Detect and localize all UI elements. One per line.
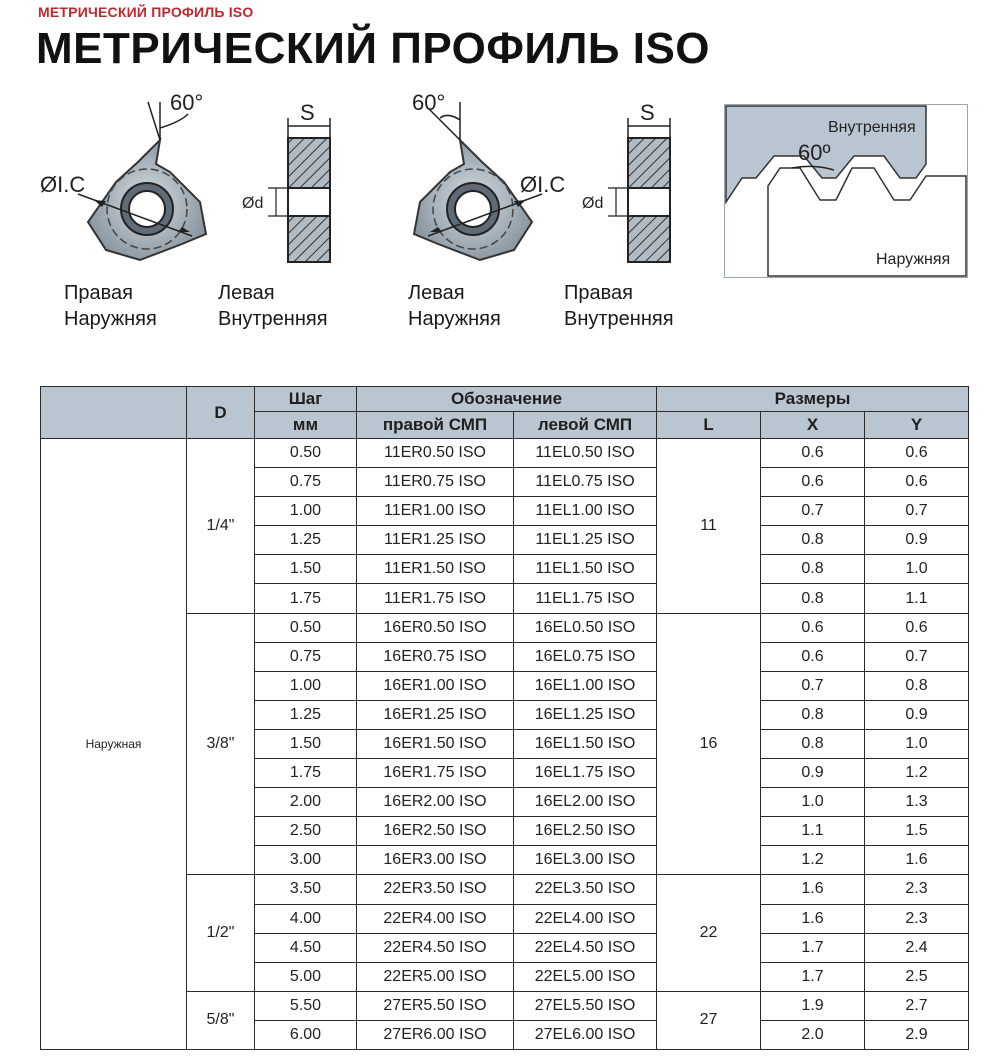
l-cell: 27: [657, 991, 761, 1049]
left-designation-cell: 11EL1.00 ISO: [514, 497, 657, 526]
left-designation-cell: 11EL0.75 ISO: [514, 468, 657, 497]
x-cell: 0.7: [761, 497, 865, 526]
thread-profile-drawing: [724, 104, 968, 278]
internal-thread-label: Внутренняя: [828, 119, 916, 136]
y-cell: 0.7: [865, 642, 969, 671]
pitch-cell: 3.00: [255, 846, 357, 875]
caption-2: [218, 280, 328, 332]
header-pitch-unit: мм: [255, 412, 357, 439]
x-cell: 1.9: [761, 991, 865, 1020]
y-cell: 2.4: [865, 933, 969, 962]
insert-left-external-drawing: [390, 82, 590, 282]
left-designation-cell: 22EL4.00 ISO: [514, 904, 657, 933]
right-designation-cell: 16ER2.50 ISO: [357, 817, 514, 846]
y-cell: 0.6: [865, 439, 969, 468]
x-cell: 0.6: [761, 468, 865, 497]
specification-table: [40, 386, 969, 1050]
insert-right-external-drawing: [30, 82, 230, 282]
left-designation-cell: 11EL1.25 ISO: [514, 526, 657, 555]
x-cell: 1.2: [761, 846, 865, 875]
d-cell: 3/8": [187, 613, 255, 875]
right-designation-cell: 16ER1.50 ISO: [357, 729, 514, 758]
caption-4: [564, 280, 674, 332]
header-type: [41, 387, 187, 439]
x-cell: 0.8: [761, 526, 865, 555]
pitch-cell: 0.50: [255, 439, 357, 468]
y-cell: 0.6: [865, 468, 969, 497]
caption-3-line1: Левая: [408, 282, 465, 304]
left-designation-cell: 22EL5.00 ISO: [514, 962, 657, 991]
y-cell: 0.7: [865, 497, 969, 526]
pitch-cell: 1.50: [255, 555, 357, 584]
right-designation-cell: 16ER1.00 ISO: [357, 671, 514, 700]
y-cell: 1.0: [865, 555, 969, 584]
d-cell: 5/8": [187, 991, 255, 1049]
x-cell: 1.6: [761, 904, 865, 933]
x-cell: 0.6: [761, 439, 865, 468]
d-label: Ød: [582, 195, 604, 212]
ic-label: ØI.C: [40, 172, 86, 197]
left-designation-cell: 16EL1.75 ISO: [514, 759, 657, 788]
left-designation-cell: 16EL1.50 ISO: [514, 729, 657, 758]
right-designation-cell: 11ER1.75 ISO: [357, 584, 514, 613]
x-cell: 1.7: [761, 933, 865, 962]
pitch-cell: 0.50: [255, 613, 357, 642]
caption-1: [64, 280, 157, 332]
left-designation-cell: 16EL0.50 ISO: [514, 613, 657, 642]
caption-2-line2: Внутренняя: [218, 308, 328, 330]
y-cell: 1.0: [865, 729, 969, 758]
right-designation-cell: 27ER5.50 ISO: [357, 991, 514, 1020]
right-designation-cell: 22ER4.00 ISO: [357, 904, 514, 933]
table-header: [41, 387, 969, 439]
pitch-cell: 1.75: [255, 759, 357, 788]
x-cell: 1.1: [761, 817, 865, 846]
caption-4-line1: Правая: [564, 282, 633, 304]
pitch-cell: 1.75: [255, 584, 357, 613]
angle-label: 60°: [412, 90, 446, 115]
left-designation-cell: 11EL0.50 ISO: [514, 439, 657, 468]
x-cell: 1.7: [761, 962, 865, 991]
l-cell: 22: [657, 875, 761, 991]
left-designation-cell: 27EL5.50 ISO: [514, 991, 657, 1020]
left-designation-cell: 16EL1.25 ISO: [514, 700, 657, 729]
right-designation-cell: 11ER1.00 ISO: [357, 497, 514, 526]
x-cell: 0.8: [761, 555, 865, 584]
y-cell: 2.9: [865, 1020, 969, 1049]
type-cell: Наружная: [41, 439, 187, 1050]
left-designation-cell: 27EL6.00 ISO: [514, 1020, 657, 1049]
header-l: L: [657, 412, 761, 439]
pitch-cell: 0.75: [255, 468, 357, 497]
caption-3: [408, 280, 501, 332]
pitch-cell: 2.00: [255, 788, 357, 817]
y-cell: 0.9: [865, 700, 969, 729]
header-pitch: Шаг: [255, 387, 357, 412]
left-designation-cell: 11EL1.75 ISO: [514, 584, 657, 613]
y-cell: 1.1: [865, 584, 969, 613]
pitch-cell: 1.25: [255, 700, 357, 729]
right-designation-cell: 27ER6.00 ISO: [357, 1020, 514, 1049]
pitch-cell: 1.00: [255, 671, 357, 700]
y-cell: 0.9: [865, 526, 969, 555]
pitch-cell: 6.00: [255, 1020, 357, 1049]
page-title: МЕТРИЧЕСКИЙ ПРОФИЛЬ ISO: [36, 24, 711, 73]
caption-2-line1: Левая: [218, 282, 275, 304]
y-cell: 0.6: [865, 613, 969, 642]
right-designation-cell: 16ER0.50 ISO: [357, 613, 514, 642]
pitch-cell: 2.50: [255, 817, 357, 846]
d-cell: 1/4": [187, 439, 255, 614]
header-d: D: [187, 387, 255, 439]
x-cell: 0.8: [761, 700, 865, 729]
external-thread-label: Наружняя: [876, 251, 951, 268]
left-designation-cell: 16EL0.75 ISO: [514, 642, 657, 671]
insert-side-view-drawing-2: [580, 100, 690, 270]
s-label: S: [640, 100, 655, 125]
pitch-cell: 1.25: [255, 526, 357, 555]
header-designation: Обозначение: [357, 387, 657, 412]
y-cell: 1.3: [865, 788, 969, 817]
y-cell: 2.3: [865, 875, 969, 904]
header-x: X: [761, 412, 865, 439]
caption-1-line2: Наружняя: [64, 308, 157, 330]
x-cell: 1.6: [761, 875, 865, 904]
right-designation-cell: 11ER0.75 ISO: [357, 468, 514, 497]
top-tag: МЕТРИЧЕСКИЙ ПРОФИЛЬ ISO: [38, 4, 254, 20]
caption-3-line2: Наружняя: [408, 308, 501, 330]
pitch-cell: 5.00: [255, 962, 357, 991]
y-cell: 1.2: [865, 759, 969, 788]
table-row: [41, 439, 969, 468]
pitch-cell: 3.50: [255, 875, 357, 904]
right-designation-cell: 11ER0.50 ISO: [357, 439, 514, 468]
x-cell: 0.8: [761, 729, 865, 758]
header-dimensions: Размеры: [657, 387, 969, 412]
left-designation-cell: 16EL3.00 ISO: [514, 846, 657, 875]
left-designation-cell: 16EL2.00 ISO: [514, 788, 657, 817]
x-cell: 0.7: [761, 671, 865, 700]
right-designation-cell: 22ER5.00 ISO: [357, 962, 514, 991]
y-cell: 0.8: [865, 671, 969, 700]
right-designation-cell: 22ER4.50 ISO: [357, 933, 514, 962]
caption-4-line2: Внутренняя: [564, 308, 674, 330]
x-cell: 0.9: [761, 759, 865, 788]
x-cell: 2.0: [761, 1020, 865, 1049]
right-designation-cell: 11ER1.25 ISO: [357, 526, 514, 555]
ic-label: ØI.C: [520, 172, 566, 197]
pitch-cell: 4.00: [255, 904, 357, 933]
left-designation-cell: 11EL1.50 ISO: [514, 555, 657, 584]
l-cell: 11: [657, 439, 761, 614]
left-designation-cell: 16EL2.50 ISO: [514, 817, 657, 846]
header-left: левой СМП: [514, 412, 657, 439]
y-cell: 1.5: [865, 817, 969, 846]
left-designation-cell: 22EL4.50 ISO: [514, 933, 657, 962]
pitch-cell: 0.75: [255, 642, 357, 671]
right-designation-cell: 16ER2.00 ISO: [357, 788, 514, 817]
pitch-cell: 5.50: [255, 991, 357, 1020]
pitch-cell: 4.50: [255, 933, 357, 962]
y-cell: 2.5: [865, 962, 969, 991]
header-right: правой СМП: [357, 412, 514, 439]
pitch-cell: 1.50: [255, 729, 357, 758]
right-designation-cell: 16ER1.75 ISO: [357, 759, 514, 788]
pitch-cell: 1.00: [255, 497, 357, 526]
d-cell: 1/2": [187, 875, 255, 991]
angle-label: 60°: [170, 90, 204, 115]
left-designation-cell: 16EL1.00 ISO: [514, 671, 657, 700]
s-label: S: [300, 100, 315, 125]
table-body: [41, 439, 969, 1050]
x-cell: 0.6: [761, 642, 865, 671]
right-designation-cell: 11ER1.50 ISO: [357, 555, 514, 584]
caption-1-line1: Правая: [64, 282, 133, 304]
x-cell: 0.8: [761, 584, 865, 613]
y-cell: 1.6: [865, 846, 969, 875]
l-cell: 16: [657, 613, 761, 875]
y-cell: 2.3: [865, 904, 969, 933]
right-designation-cell: 22ER3.50 ISO: [357, 875, 514, 904]
insert-side-view-drawing-1: [240, 100, 350, 270]
right-designation-cell: 16ER3.00 ISO: [357, 846, 514, 875]
right-designation-cell: 16ER1.25 ISO: [357, 700, 514, 729]
y-cell: 2.7: [865, 991, 969, 1020]
profile-angle-label: 60º: [798, 140, 831, 165]
left-designation-cell: 22EL3.50 ISO: [514, 875, 657, 904]
x-cell: 0.6: [761, 613, 865, 642]
header-y: Y: [865, 412, 969, 439]
right-designation-cell: 16ER0.75 ISO: [357, 642, 514, 671]
x-cell: 1.0: [761, 788, 865, 817]
d-label: Ød: [242, 195, 264, 212]
